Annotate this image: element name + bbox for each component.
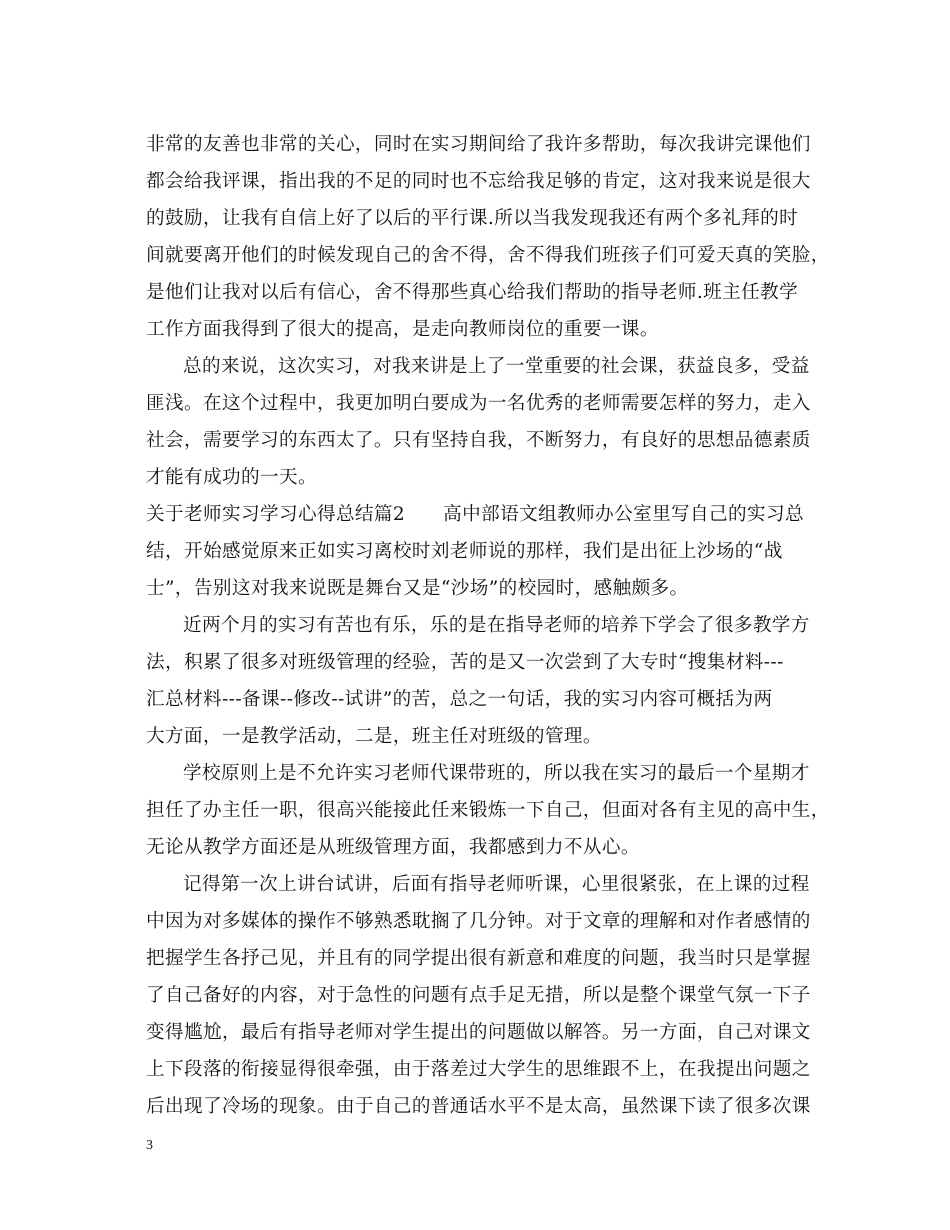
text-line: 非常的友善也非常的关心，同时在实习期间给了我许多帮助，每次我讲完课他们 <box>146 134 811 155</box>
text-line: 了自己备好的内容，对于急性的问题有点手足无措，所以是整个课堂气氛一下子 <box>146 985 811 1006</box>
text-line: 汇总材料---备课--修改--试讲”的苦，总之一句话，我的实习内容可概括为两 <box>146 689 773 710</box>
text-line: 学校原则上是不允许实习老师代课带班的，所以我在实习的最后一个星期才 <box>183 763 810 784</box>
text-line: 大方面，一是教学活动，二是，班主任对班级的管理。 <box>146 726 602 747</box>
page-number: 3 <box>146 1138 153 1153</box>
text-line: 法，积累了很多对班级管理的经验，苦的是又一次尝到了大专时“搜集材料--- <box>146 652 784 673</box>
text-line: 匪浅。在这个过程中，我更加明白要成为一名优秀的老师需要怎样的努力，走入 <box>146 393 811 414</box>
text-line: 记得第一次上讲台试讲，后面有指导老师听课，心里很紧张，在上课的过程 <box>183 874 810 895</box>
text-line: 的鼓励，让我有自信上好了以后的平行课.所以当我发现我还有两个多礼拜的时 <box>146 208 799 229</box>
text-line: 才能有成功的一天。 <box>146 467 317 488</box>
text-line: 是他们让我对以后有信心，舍不得那些真心给我们帮助的指导老师.班主任教学 <box>146 282 799 303</box>
text-line: 后出现了冷场的现象。由于自己的普通话水平不是太高，虽然课下读了很多次课 <box>146 1096 811 1117</box>
text-line: 把握学生各抒己见，并且有的同学提出很有新意和难度的问题，我当时只是掌握 <box>146 948 811 969</box>
text-line: 近两个月的实习有苦也有乐，乐的是在指导老师的培养下学会了很多教学方 <box>183 615 810 636</box>
text-line: 关于老师实习学习心得总结篇2 高中部语文组教师办公室里写自己的实习总 <box>146 504 805 525</box>
document-body <box>146 126 830 1125</box>
text-line: 间就要离开他们的时候发现自己的舍不得，舍不得我们班孩子们可爱天真的笑脸， <box>146 245 830 266</box>
text-line: 社会，需要学习的东西太了。只有坚持自我，不断努力，有良好的思想品德素质 <box>146 430 811 451</box>
text-line: 变得尴尬，最后有指导老师对学生提出的问题做以解答。另一方面，自己对课文 <box>146 1022 811 1043</box>
text-line: 中因为对多媒体的操作不够熟悉耽搁了几分钟。对于文章的理解和对作者感情的 <box>146 911 811 932</box>
text-line: 都会给我评课，指出我的不足的同时也不忘给我足够的肯定，这对我来说是很大 <box>146 171 811 192</box>
text-line: 无论从教学方面还是从班级管理方面，我都感到力不从心。 <box>146 837 640 858</box>
text-line: 担任了办主任一职，很高兴能接此任来锻炼一下自己，但面对各有主见的高中生， <box>146 800 830 821</box>
text-line: 士”，告别这对我来说既是舞台又是“沙场”的校园时，感触颇多。 <box>146 578 689 599</box>
text-line: 总的来说，这次实习，对我来讲是上了一堂重要的社会课，获益良多，受益 <box>183 356 810 377</box>
text-line: 结，开始感觉原来正如实习离校时刘老师说的那样，我们是出征上沙场的“战 <box>146 541 783 562</box>
text-line: 上下段落的衔接显得很牵强，由于落差过大学生的思维跟不上，在我提出问题之 <box>146 1059 811 1080</box>
text-line: 工作方面我得到了很大的提高，是走向教师岗位的重要一课。 <box>146 319 659 340</box>
